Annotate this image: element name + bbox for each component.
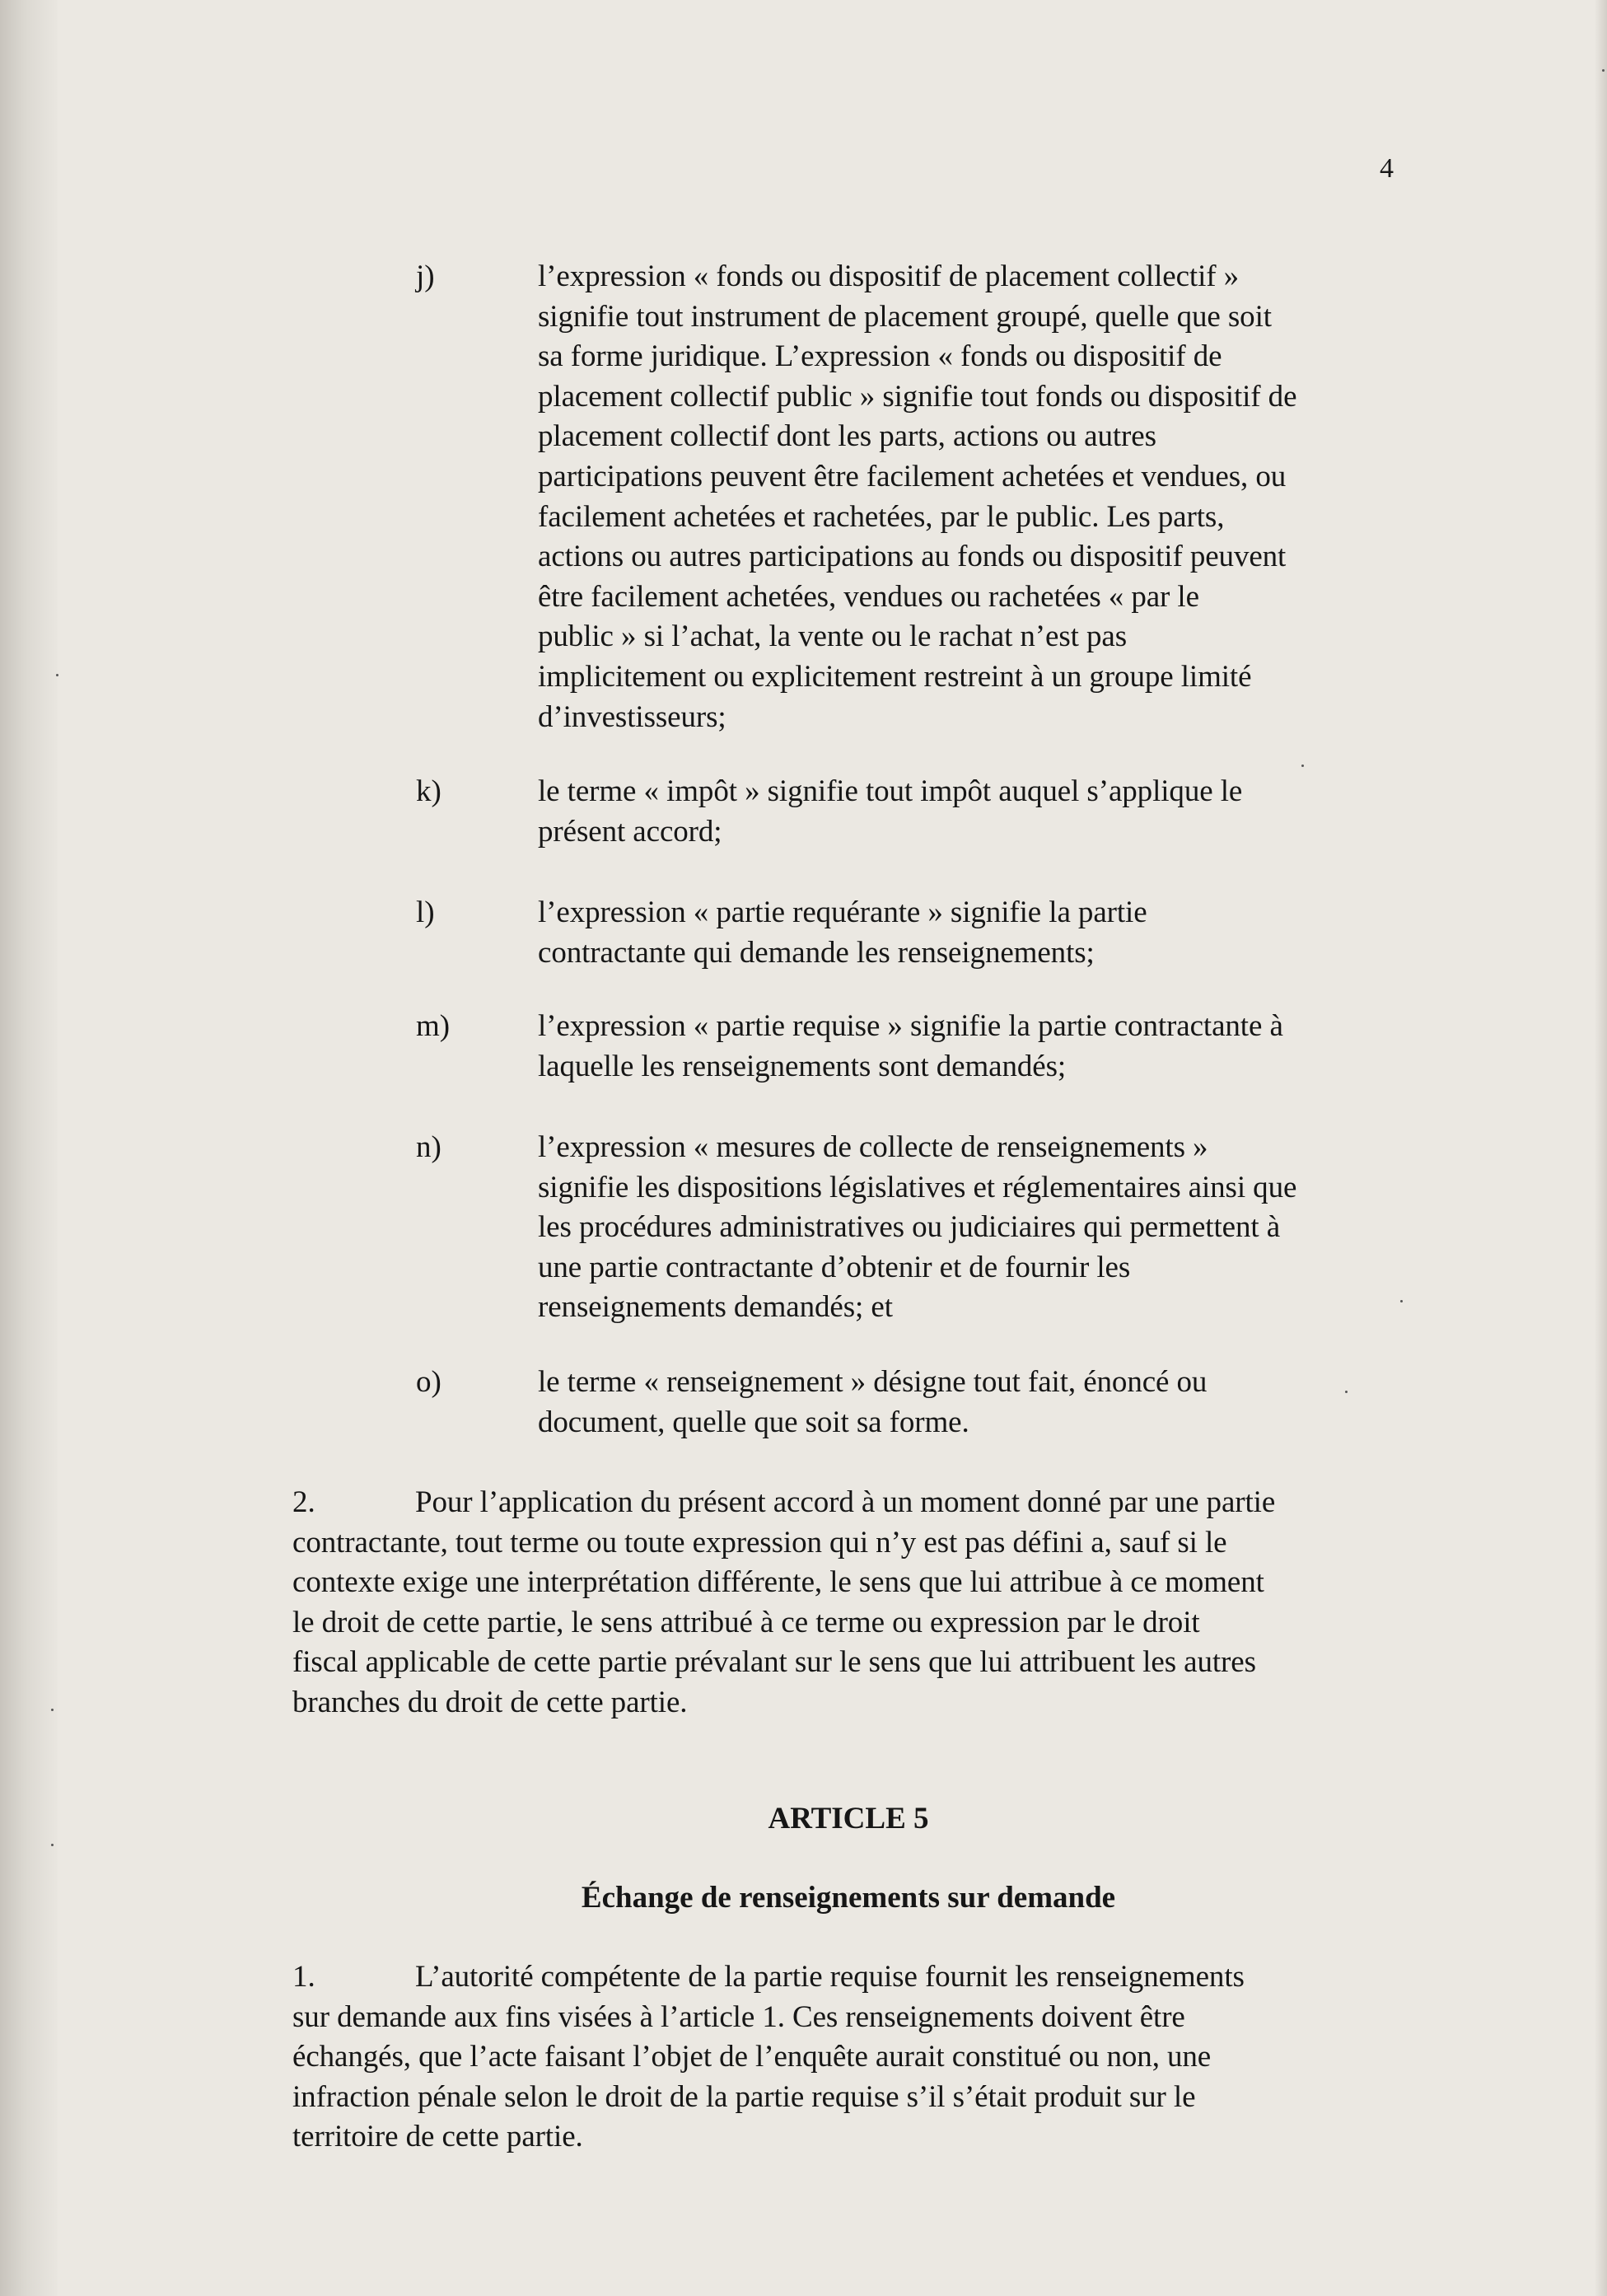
text-line: le terme « impôt » signifie tout impôt auquel s’applique le: [538, 774, 1243, 808]
definition-label-o: o): [416, 1365, 441, 1399]
page-shadow-left: [0, 0, 58, 2296]
text-line: public » si l’achat, la vente ou le rachat n’est pas: [538, 620, 1127, 654]
text-line: l’expression « fonds ou dispositif de placement collectif »: [538, 260, 1240, 293]
text-line: implicitement ou explicitement restreint à un groupe limité: [538, 659, 1252, 694]
scan-speck: [51, 1844, 54, 1846]
definition-text-l: [538, 893, 1147, 973]
definition-label-k: k): [416, 774, 441, 808]
page-shadow-right: [1595, 0, 1607, 2296]
text-line: Pour l’application du présent accord à un moment donné par une partie: [415, 1485, 1276, 1519]
text-line: l’expression « partie requérante » signifie la partie: [538, 895, 1147, 929]
definition-label-n: n): [416, 1130, 441, 1164]
paragraph-number: 2.: [292, 1485, 315, 1519]
text-line: facilement achetées et rachetées, par le public. Les parts,: [538, 499, 1225, 534]
text-line: le terme « renseignement » désigne tout fait, énoncé ou: [538, 1365, 1208, 1399]
article-subtitle: Échange de renseignements sur demande: [581, 1881, 1116, 1915]
article-title: ARTICLE 5: [768, 1802, 929, 1835]
text-line: document, quelle que soit sa forme.: [538, 1405, 969, 1439]
definition-text-o: [538, 1363, 1207, 1443]
definition-label-l: l): [416, 895, 435, 929]
text-line: signifie les dispositions législatives et réglementaires ainsi que: [538, 1170, 1297, 1204]
text-line: échangés, que l’acte faisant l’objet de l’enquête aurait constitué ou non, une: [292, 2040, 1212, 2074]
text-line: sur demande aux fins visées à l’article 1. Ces renseignements doivent être: [292, 1999, 1185, 2034]
text-line: sa forme juridique. L’expression « fonds ou dispositif de: [538, 339, 1222, 374]
definition-text-k: [538, 772, 1242, 852]
text-line: d’investisseurs;: [538, 699, 726, 734]
text-line: actions ou autres participations au fonds ou dispositif peuvent: [538, 540, 1287, 574]
definition-text-j: [538, 257, 1296, 737]
text-line: placement collectif public » signifie tout fonds ou dispositif de: [538, 379, 1297, 414]
text-line: L’autorité compétente de la partie requise fournit les renseignements: [415, 1960, 1245, 1994]
paragraph-number: 1.: [292, 1960, 315, 1994]
text-line: être facilement achetées, vendues ou rachetées « par le: [538, 579, 1199, 614]
text-line: branches du droit de cette partie.: [292, 1685, 688, 1719]
text-line: territoire de cette partie.: [292, 2120, 583, 2154]
text-line: contractante, tout terme ou toute expression qui n’y est pas défini a, sauf si le: [292, 1525, 1227, 1560]
text-line: placement collectif dont les parts, actions ou autres: [538, 419, 1156, 454]
text-line: participations peuvent être facilement achetées et vendues, ou: [538, 459, 1287, 493]
text-line: laquelle les renseignements sont demandés;: [538, 1049, 1067, 1083]
text-line: l’expression « mesures de collecte de renseignements »: [538, 1130, 1208, 1164]
text-line: renseignements demandés; et: [538, 1290, 893, 1325]
definition-label-m: m): [416, 1009, 451, 1043]
paragraph-2: [292, 1483, 1275, 1723]
text-line: le droit de cette partie, le sens attribué à ce terme ou expression par le droit: [292, 1605, 1200, 1639]
text-line: une partie contractante d’obtenir et de fournir les: [538, 1250, 1131, 1284]
scan-speck: [1301, 765, 1304, 767]
text-line: signifie tout instrument de placement groupé, quelle que soit: [538, 299, 1272, 334]
definition-label-j: j): [416, 260, 435, 293]
scan-speck: [1602, 69, 1605, 72]
text-line: infraction pénale selon le droit de la partie requise s’il s’était produit sur le: [292, 2079, 1196, 2114]
scan-speck: [1400, 1300, 1403, 1302]
scan-speck: [1345, 1391, 1348, 1393]
text-line: fiscal applicable de cette partie prévalant sur le sens que lui attribuent les autres: [292, 1645, 1256, 1680]
text-line: les procédures administratives ou judiciaires qui permettent à: [538, 1210, 1281, 1245]
scan-speck: [51, 1709, 54, 1711]
text-line: contractante qui demande les renseignements;: [538, 935, 1095, 970]
text-line: contexte exige une interprétation différente, le sens que lui attribue à ce moment: [292, 1565, 1264, 1600]
definition-text-m: [538, 1007, 1283, 1087]
text-line: l’expression « partie requise » signifie la partie contractante à: [538, 1009, 1283, 1043]
page-number: 4: [1380, 153, 1394, 184]
text-line: présent accord;: [538, 814, 722, 849]
scan-speck: [56, 674, 58, 676]
definition-text-n: [538, 1128, 1296, 1328]
article-5-paragraph-1: [292, 1957, 1245, 2158]
